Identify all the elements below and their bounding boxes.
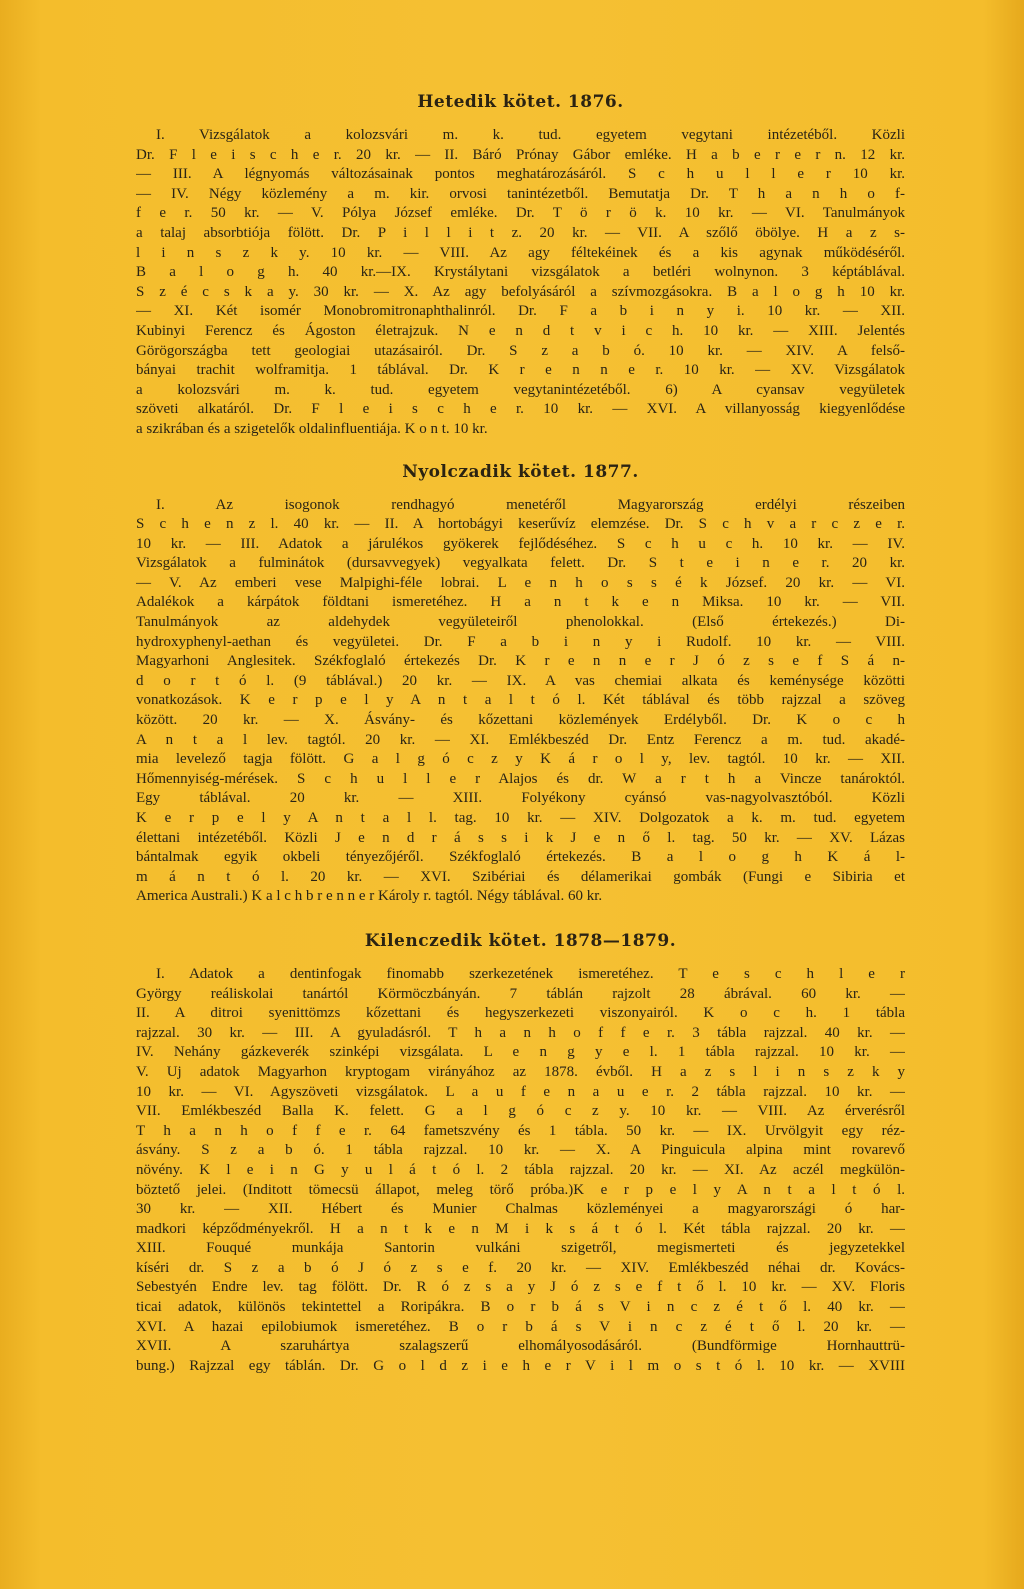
text-line: m á n t ó l. 20 kr. — XVI. Szibériai és délamerikai gombák (Fungi e Sibiria et bbox=[136, 868, 905, 885]
text-line: 10 kr. — VI. Agyszöveti vizsgálatok. L a u f e n a u e r. 2 tábla rajzzal. 10 kr. — bbox=[136, 1083, 905, 1100]
text-line: Sebestyén Endre lev. tag fölött. Dr. R ó z s a y J ó z s e f t ő l. 10 kr. — XV. Floris bbox=[136, 1279, 905, 1296]
text-line: V. Uj adatok Magyarhon kryptogam virányához az 1878. évből. H a z s l i n s z k y bbox=[136, 1063, 905, 1080]
volume-section bbox=[136, 92, 905, 440]
text-line: Egy táblával. 20 kr. — XIII. Folyékony cyánsó vas-nagyolvasztóból. Közli bbox=[136, 790, 905, 807]
text-line: vonatkozások. K e r p e l y A n t a l t ó l. Két táblával és több rajzzal a szöveg bbox=[136, 692, 905, 709]
text-line: I. Az isogonok rendhagyó menetéről Magyarország erdélyi részeiben bbox=[156, 496, 905, 513]
text-line: S z é c s k a y. 30 kr. — X. Az agy befolyásáról a szívmozgásokra. B a l o g h 10 kr. bbox=[136, 283, 905, 300]
text-line: mia levelező tagja fölött. G a l g ó c z y K á r o l y, lev. tagtól. 10 kr. — XII. bbox=[136, 751, 905, 768]
text-line: America Australi.) K a l c h b r e n n e r Károly r. tagtól. Négy táblával. 60 kr. bbox=[136, 888, 603, 905]
volume-title: Kilenczedik kötet. 1878—1879. bbox=[364, 930, 677, 951]
text-line: Hőmennyiség-mérések. S c h u l l e r Alajos és dr. W a r t h a Vincze tanároktól. bbox=[136, 770, 905, 787]
text-line: Adalékok a kárpátok földtani ismeretéhez. H a n t k e n Miksa. 10 kr. — VII. bbox=[136, 594, 905, 611]
text-line: I. Adatok a dentinfogak finomabb szerkezetének ismeretéhez. T e s c h l e r bbox=[156, 965, 905, 982]
text-line: rajzzal. 30 kr. — III. A gyuladásról. T h a n h o f f e r. 3 tábla rajzzal. 40 kr. — bbox=[136, 1024, 905, 1041]
text-line: Tanulmányok az aldehydek vegyületeiről phenolokkal. (Első értekezés.) Di- bbox=[136, 614, 905, 631]
text-line: A n t a l lev. tagtól. 20 kr. — XI. Emlékbeszéd Dr. Entz Ferencz a m. tud. akadé- bbox=[136, 731, 905, 748]
text-line: XVII. A szaruhártya szalagszerű elhomályosodásáról. (Bundförmige Hornhauttrü- bbox=[136, 1338, 905, 1355]
text-line: l i n s z k y. 10 kr. — VIII. Az agy féltekéinek és a kis agynak működéséről. bbox=[136, 244, 905, 261]
volume-title: Hetedik kötet. 1876. bbox=[417, 92, 624, 112]
text-line: élettani intézetéből. Közli J e n d r á s s i k J e n ő l. tag. 50 kr. — XV. Lázas bbox=[136, 829, 905, 846]
text-line: — III. A légnyomás változásainak pontos meghatározásáról. S c h u l l e r 10 kr. bbox=[136, 166, 905, 183]
volume-title: Nyolczadik kötet. 1877. bbox=[402, 461, 639, 482]
text-line: S c h e n z l. 40 kr. — II. A hortobágyi keserűvíz elemzése. Dr. S c h v a r c z e r. bbox=[136, 516, 905, 533]
text-line: bányai trachit wolframitja. 1 táblával. Dr. K r e n n e r. 10 kr. — XV. Vizsgálatok bbox=[136, 362, 905, 379]
text-line: Magyarhoni Anglesitek. Székfoglaló értekezés Dr. K r e n n e r J ó z s e f S á n- bbox=[136, 653, 905, 670]
text-line: ásvány. S z a b ó. 1 tábla rajzzal. 10 kr. — X. A Pinguicula alpina mint rovarevő bbox=[136, 1142, 905, 1159]
text-line: a szikrában és a szigetelők oldalinfluentiája. K o n t. 10 kr. bbox=[136, 420, 488, 437]
text-line: bántalmak egyik okbeli tényezőjéről. Székfoglaló értekezés. B a l o g h K á l- bbox=[136, 849, 905, 866]
text-line: — V. Az emberi vese Malpighi-féle lobrai. L e n h o s s é k József. 20 kr. — VI. bbox=[136, 574, 905, 591]
text-line: T h a n h o f f e r. 64 fametszvény és 1 tábla. 50 kr. — IX. Urvölgyit egy réz- bbox=[136, 1122, 905, 1139]
text-line: IV. Nehány gázkeverék szinképi vizsgálata. L e n g y e l. 1 tábla rajzzal. 10 kr. — bbox=[136, 1044, 905, 1061]
text-line: Görögországba tett geologiai utazásairól. Dr. S z a b ó. 10 kr. — XIV. A felső- bbox=[136, 342, 905, 359]
text-line: XVI. A hazai epilobiumok ismeretéhez. B o r b á s V i n c z é t ő l. 20 kr. — bbox=[136, 1318, 905, 1335]
text-line: VII. Emlékbeszéd Balla K. felett. G a l g ó c z y. 10 kr. — VIII. Az érverésről bbox=[136, 1103, 905, 1120]
volume-section bbox=[136, 931, 905, 1376]
text-line: B a l o g h. 40 kr.—IX. Krystálytani vizsgálatok a betléri wolnynon. 3 képtáblával. bbox=[136, 264, 905, 281]
text-line: XIII. Fouqué munkája Santorin vulkáni szigetről, megismerteti és jegyzetekkel bbox=[136, 1240, 905, 1257]
text-line: — XI. Két isomér Monobromitronaphthalinról. Dr. F a b i n y i. 10 kr. — XII. bbox=[136, 303, 905, 320]
text-line: madkori képződményekről. H a n t k e n M i k s á t ó l. Két tábla rajzzal. 20 kr. — bbox=[136, 1220, 905, 1237]
text-line: f e r. 50 kr. — V. Pólya József emléke. Dr. T ö r ö k. 10 kr. — VI. Tanulmányok bbox=[136, 205, 905, 222]
text-line: ticai adatok, különös tekintettel a Roripákra. B o r b á s V i n c z é t ő l. 40 kr. — bbox=[136, 1299, 905, 1316]
text-line: között. 20 kr. — X. Ásvány- és kőzettani közlemények Erdélyből. Dr. K o c h bbox=[136, 712, 905, 729]
text-line: II. A ditroi syenittömzs kőzettani és hegyszerkezeti viszonyairól. K o c h. 1 tábla bbox=[136, 1005, 905, 1022]
text-line: György reáliskolai tanártól Körmöczbányán. 7 táblán rajzolt 28 ábrával. 60 kr. — bbox=[136, 985, 905, 1002]
text-line: szöveti alkatáról. Dr. F l e i s c h e r. 10 kr. — XVI. A villanyosság kiegyenlődése bbox=[136, 401, 905, 418]
volume-section bbox=[136, 462, 905, 907]
text-line: a talaj absorbtiója fölött. Dr. P i l l i t z. 20 kr. — VII. A szőlő öbölye. H a z s- bbox=[136, 224, 905, 241]
text-line: — IV. Négy közlemény a m. kir. orvosi tanintézetből. Bemutatja Dr. T h a n h o f- bbox=[136, 185, 905, 202]
document-body bbox=[136, 92, 905, 1384]
text-line: 10 kr. — III. Adatok a járulékos gyökerek fejlődéséhez. S c h u c h. 10 kr. — IV. bbox=[136, 535, 905, 552]
text-line: bung.) Rajzzal egy táblán. Dr. G o l d z i e h e r V i l m o s t ó l. 10 kr. — XVIII bbox=[136, 1357, 905, 1374]
text-line: a kolozsvári m. k. tud. egyetem vegytanintézetéből. 6) A cyansav vegyületek bbox=[136, 381, 905, 398]
text-line: böztető jelei. (Inditott tömecsü állapot, meleg törő próba.)K e r p e l y A n t a l t ó l. bbox=[136, 1181, 905, 1198]
text-line: 30 kr. — XII. Hébert és Munier Chalmas közleményei a magyarországi ó har- bbox=[136, 1201, 905, 1218]
text-line: növény. K l e i n G y u l á t ó l. 2 tábla rajzzal. 20 kr. — XI. Az aczél megkülön- bbox=[136, 1161, 905, 1178]
text-line: K e r p e l y A n t a l l. tag. 10 kr. — XIV. Dolgozatok a k. m. tud. egyetem bbox=[136, 810, 905, 826]
text-line: kíséri dr. S z a b ó J ó z s e f. 20 kr. — XIV. Emlékbeszéd néhai dr. Kovács- bbox=[136, 1259, 905, 1276]
text-line: Vizsgálatok a fulminátok (dursavvegyek) vegyalkata felett. Dr. S t e i n e r. 20 kr. bbox=[136, 555, 905, 572]
text-line: Dr. F l e i s c h e r. 20 kr. — II. Báró Prónay Gábor emléke. H a b e r e r n. 12 kr. bbox=[136, 146, 905, 163]
text-line: I. Vizsgálatok a kolozsvári m. k. tud. egyetem vegytani intézetéből. Közli bbox=[156, 127, 905, 143]
text-line: hydroxyphenyl-aethan és vegyületei. Dr. F a b i n y i Rudolf. 10 kr. — VIII. bbox=[136, 633, 905, 650]
text-line: d o r t ó l. (9 táblával.) 20 kr. — IX. A vas chemiai alkata és keménysége közötti bbox=[136, 672, 905, 689]
text-line: Kubinyi Ferencz és Ágoston életrajzuk. N e n d t v i c h. 10 kr. — XIII. Jelentés bbox=[136, 322, 905, 339]
